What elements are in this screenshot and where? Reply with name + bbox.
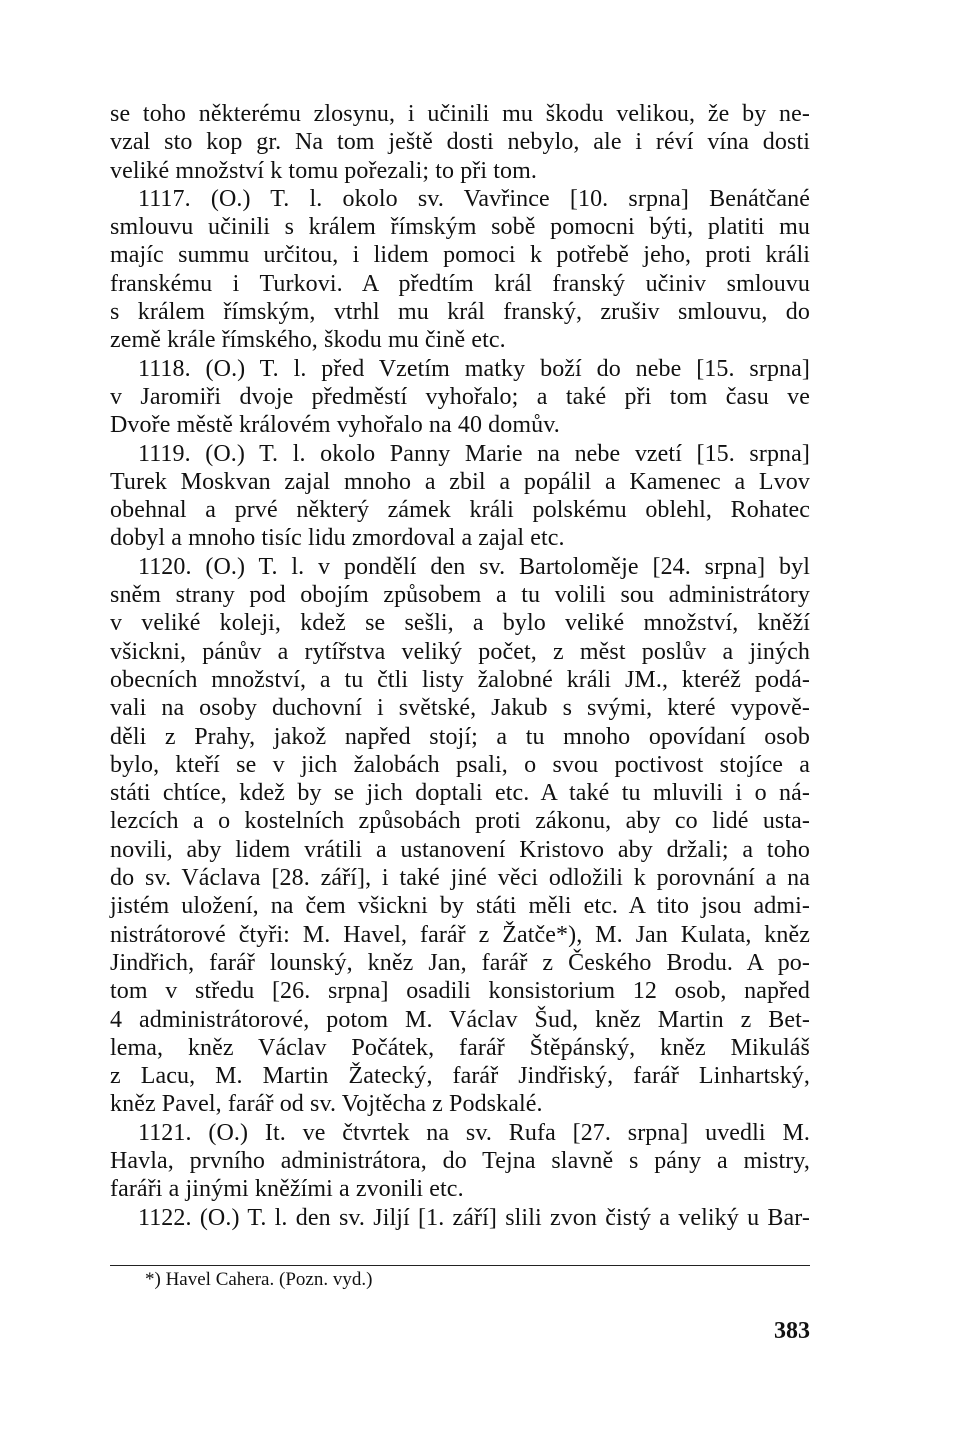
text-line: tom v středu [26. srpna] osadili konsistorium 12 osob, napřed: [110, 978, 810, 1005]
text-line: faráři a jinými kněžími a zvonili etc.: [110, 1176, 464, 1203]
text-line: z Lacu, M. Martin Žatecký, farář Jindřiský, farář Linhartský,: [110, 1063, 810, 1090]
text-line: nistrátorové čtyři: M. Havel, farář z Žatče*), M. Jan Kulata, kněz: [110, 921, 810, 948]
text-line: 1120. (O.) T. l. v pondělí den sv. Bartoloměje [24. srpna] byl: [138, 553, 810, 580]
text-line: bylo, kteří se v jich žalobách psali, o svou poctivost stojíce a: [110, 751, 810, 778]
text-line: státi chtíce, kdež by se jich doptali etc. A také tu mluvili i o ná-: [110, 780, 810, 807]
text-line: dobyl a mnoho tisíc lidu zmordoval a zajal etc.: [110, 525, 565, 552]
text-line: Turek Moskvan zajal mnoho a zbil a popálil a Kamenec a Lvov: [110, 468, 810, 495]
text-line: všickni, pánův a rytířstva veliký počet, z měst poslův a jiných: [110, 638, 810, 665]
text-line: novili, aby lidem vrátili a ustanovení Kristovo aby držali; a toho: [110, 836, 810, 863]
footnote: *) Havel Cahera. (Pozn. vyd.): [145, 1269, 373, 1290]
text-line: jistém uložení, na čem všickni by státi měli etc. A tito jsou admi-: [110, 893, 810, 920]
text-line: 1122. (O.) T. l. den sv. Jiljí [1. září] slili zvon čistý a veliký u Bar-: [138, 1204, 810, 1231]
text-line: do sv. Václava [28. září], i také jiné věci odložili k porovnání a na: [110, 865, 810, 892]
text-line: lezcích a o kostelních způsobách proti zákonu, aby co lidé usta-: [110, 808, 810, 835]
text-line: se toho některému zlosynu, i učinili mu škodu velikou, že by ne-: [110, 101, 810, 127]
page-number: 383: [774, 1318, 810, 1344]
text-line: kněz Pavel, farář od sv. Vojtěcha z Podskalé.: [110, 1091, 543, 1118]
text-line: franskému i Turkovi. A předtím král franský učiniv smlouvu: [110, 270, 810, 297]
text-line: sněm strany pod obojím způsobem a tu volili sou administrátory: [110, 582, 810, 609]
text-line: obecních množství, a tu čtli listy žalobné králi JM., kteréž podá-: [110, 666, 810, 693]
text-line: 1118. (O.) T. l. před Vzetím matky boží do nebe [15. srpna]: [138, 355, 810, 382]
text-line: vali na osoby duchovní i světské, Jakub s svými, které vypově-: [110, 695, 810, 722]
text-line: lema, kněz Václav Počátek, farář Štěpánský, kněz Mikuláš: [110, 1034, 810, 1061]
text-line: veliké množství k tomu pořezali; to při tom.: [110, 157, 537, 184]
footnote-rule: [110, 1265, 810, 1266]
text-line: vzal sto kop gr. Na tom ještě dosti nebylo, ale i réví vína dosti: [110, 129, 810, 156]
text-line: 1117. (O.) T. l. okolo sv. Vavřince [10. srpna] Benátčané: [138, 185, 810, 212]
text-line: majíc summu určitou, i lidem pomoci k potřebě jeho, proti králi: [110, 242, 810, 269]
text-line: s králem římským, vtrhl mu král franský, zrušiv smlouvu, do: [110, 299, 810, 326]
text-line: země krále římského, škodu mu čině etc.: [110, 327, 506, 354]
text-line: v veliké koleji, kdež se sešli, a bylo veliké množství, kněží: [110, 610, 810, 637]
text-line: Jindřich, farář lounský, kněz Jan, farář z Českého Brodu. A po-: [110, 949, 810, 976]
text-line: v Jaromiři dvoje předměstí vyhořalo; a také při tom času ve: [110, 383, 810, 410]
body-text: [110, 100, 810, 1232]
text-line: obehnal a prvé některý zámek králi polskému oblehl, Rohatec: [110, 497, 810, 524]
text-line: Dvoře městě královém vyhořalo na 40 domův.: [110, 412, 560, 439]
text-line: děli z Prahy, jakož napřed stojí; a tu mnoho opovídaní osob: [110, 723, 810, 750]
text-line: 1121. (O.) It. ve čtvrtek na sv. Rufa [27. srpna] uvedli M.: [138, 1119, 810, 1146]
text-line: smlouvu učinili s králem římským sobě pomocni býti, platiti mu: [110, 214, 810, 241]
text-line: 1119. (O.) T. l. okolo Panny Marie na nebe vzetí [15. srpna]: [138, 440, 810, 467]
text-line: Havla, prvního administrátora, do Tejna slavně s pány a mistry,: [110, 1147, 810, 1174]
text-line: 4 administrátorové, potom M. Václav Šud, kněz Martin z Bet-: [110, 1006, 810, 1033]
